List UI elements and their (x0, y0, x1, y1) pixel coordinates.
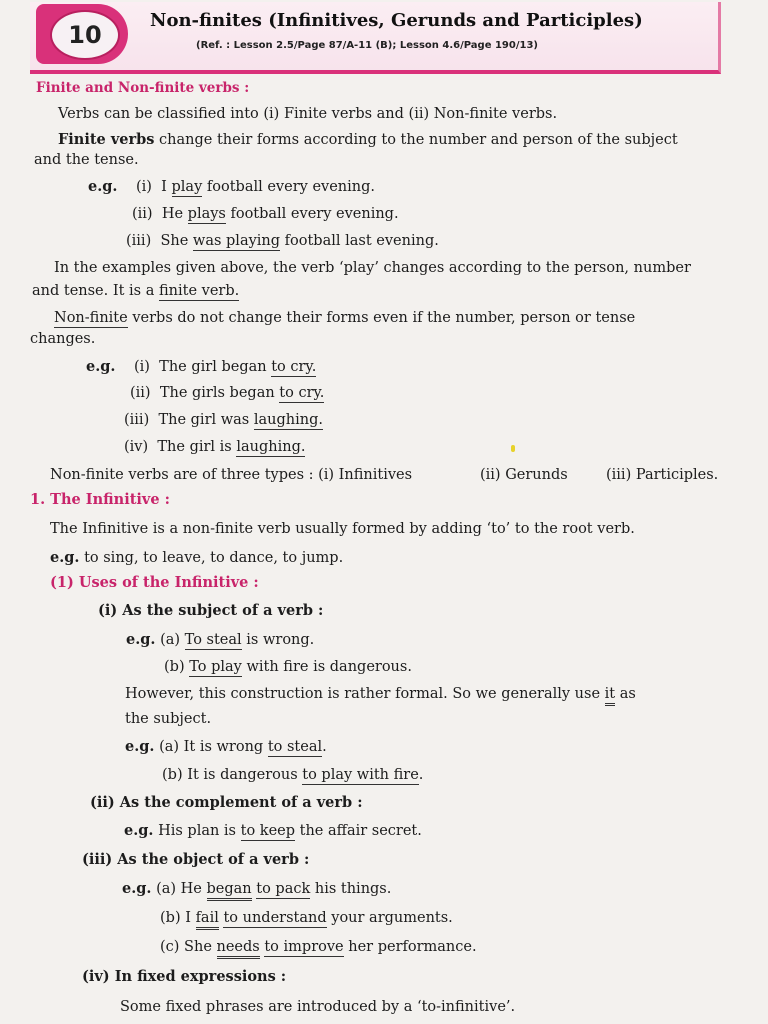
chapter-title: Non-finites (Infinitives, Gerunds and Participles) (150, 10, 643, 31)
paragraph-intro: Verbs can be classified into (i) Finite verbs and (ii) Non-finite verbs. (58, 106, 558, 122)
example-subject-c: e.g. (a) It is wrong to steal. (125, 738, 327, 755)
example-finite-3: (iii) She was playing football last evening. (126, 233, 439, 249)
subheading-uses-infinitive: (1) Uses of the Infinitive : (50, 574, 259, 591)
example-subject-d: (b) It is dangerous to play with fire. (162, 767, 424, 783)
paragraph-explain-line2: and tense. It is a finite verb. (32, 283, 240, 299)
types-of-nonfinite-3: (iii) Participles. (606, 467, 719, 483)
example-finite-1: (i) I play football every evening. (136, 179, 375, 195)
example-nonfinite-2: (ii) The girls began to cry. (130, 385, 325, 401)
example-nonfinite-1: (i) The girl began to cry. (134, 359, 317, 375)
example-complement: e.g. His plan is to keep the affair secret. (124, 822, 422, 839)
types-of-nonfinite-1: Non-finite verbs are of three types : (i) Infinitives (50, 467, 413, 483)
paragraph-finite-def-line2: and the tense. (34, 152, 139, 168)
paragraph-subject-note-line2: the subject. (125, 711, 212, 727)
section-heading-infinitive: 1. The Infinitive : (30, 491, 170, 508)
example-subject-b: (b) To play with fire is dangerous. (164, 659, 412, 675)
subheading-as-subject: (i) As the subject of a verb : (98, 602, 324, 619)
types-of-nonfinite-2: (ii) Gerunds (480, 467, 568, 483)
example-object-c: (c) She needs to improve her performance. (160, 938, 477, 956)
paragraph-nonfinite-line2: changes. (30, 331, 96, 347)
subheading-as-object: (iii) As the object of a verb : (82, 851, 310, 868)
chapter-number: 10 (50, 10, 120, 60)
eg-label-nonfinite: e.g. (86, 358, 116, 375)
example-nonfinite-3: (iii) The girl was laughing. (124, 412, 323, 428)
paragraph-fixed-expressions: Some fixed phrases are introduced by a ‘to-infinitive’. (120, 999, 516, 1015)
paragraph-finite-def: Finite verbs change their forms according to the number and person of the subject (58, 131, 678, 148)
term-finite-verbs: Finite verbs (58, 131, 155, 148)
example-subject-a: e.g. (a) To steal is wrong. (126, 631, 315, 648)
subheading-as-complement: (ii) As the complement of a verb : (90, 794, 363, 811)
eg-label: e.g. (88, 178, 118, 195)
example-object-b: (b) I fail to understand your arguments. (160, 909, 453, 927)
example-object-a: e.g. (a) He began to pack his things. (122, 880, 391, 898)
paragraph-infinitive-def: The Infinitive is a non-finite verb usually formed by adding ‘to’ to the root verb. (50, 521, 635, 537)
infinitive-examples: e.g. to sing, to leave, to dance, to jump. (50, 549, 344, 566)
ink-mark (511, 445, 515, 452)
subheading-fixed-expressions: (iv) In fixed expressions : (82, 968, 287, 985)
chapter-reference: (Ref. : Lesson 2.5/Page 87/A-11 (B); Lesson 4.6/Page 190/13) (196, 40, 538, 51)
section-heading-finite: Finite and Non-finite verbs : (36, 80, 250, 96)
paragraph-nonfinite-def: Non-finite verbs do not change their forms even if the number, person or tense (54, 310, 636, 326)
example-finite-2: (ii) He plays football every evening. (132, 206, 399, 222)
paragraph-subject-note: However, this construction is rather formal. So we generally use it as (125, 685, 636, 703)
example-nonfinite-4: (iv) The girl is laughing. (124, 439, 306, 455)
paragraph-explain-line1: In the examples given above, the verb ‘play’ changes according to the person, number (54, 260, 691, 276)
